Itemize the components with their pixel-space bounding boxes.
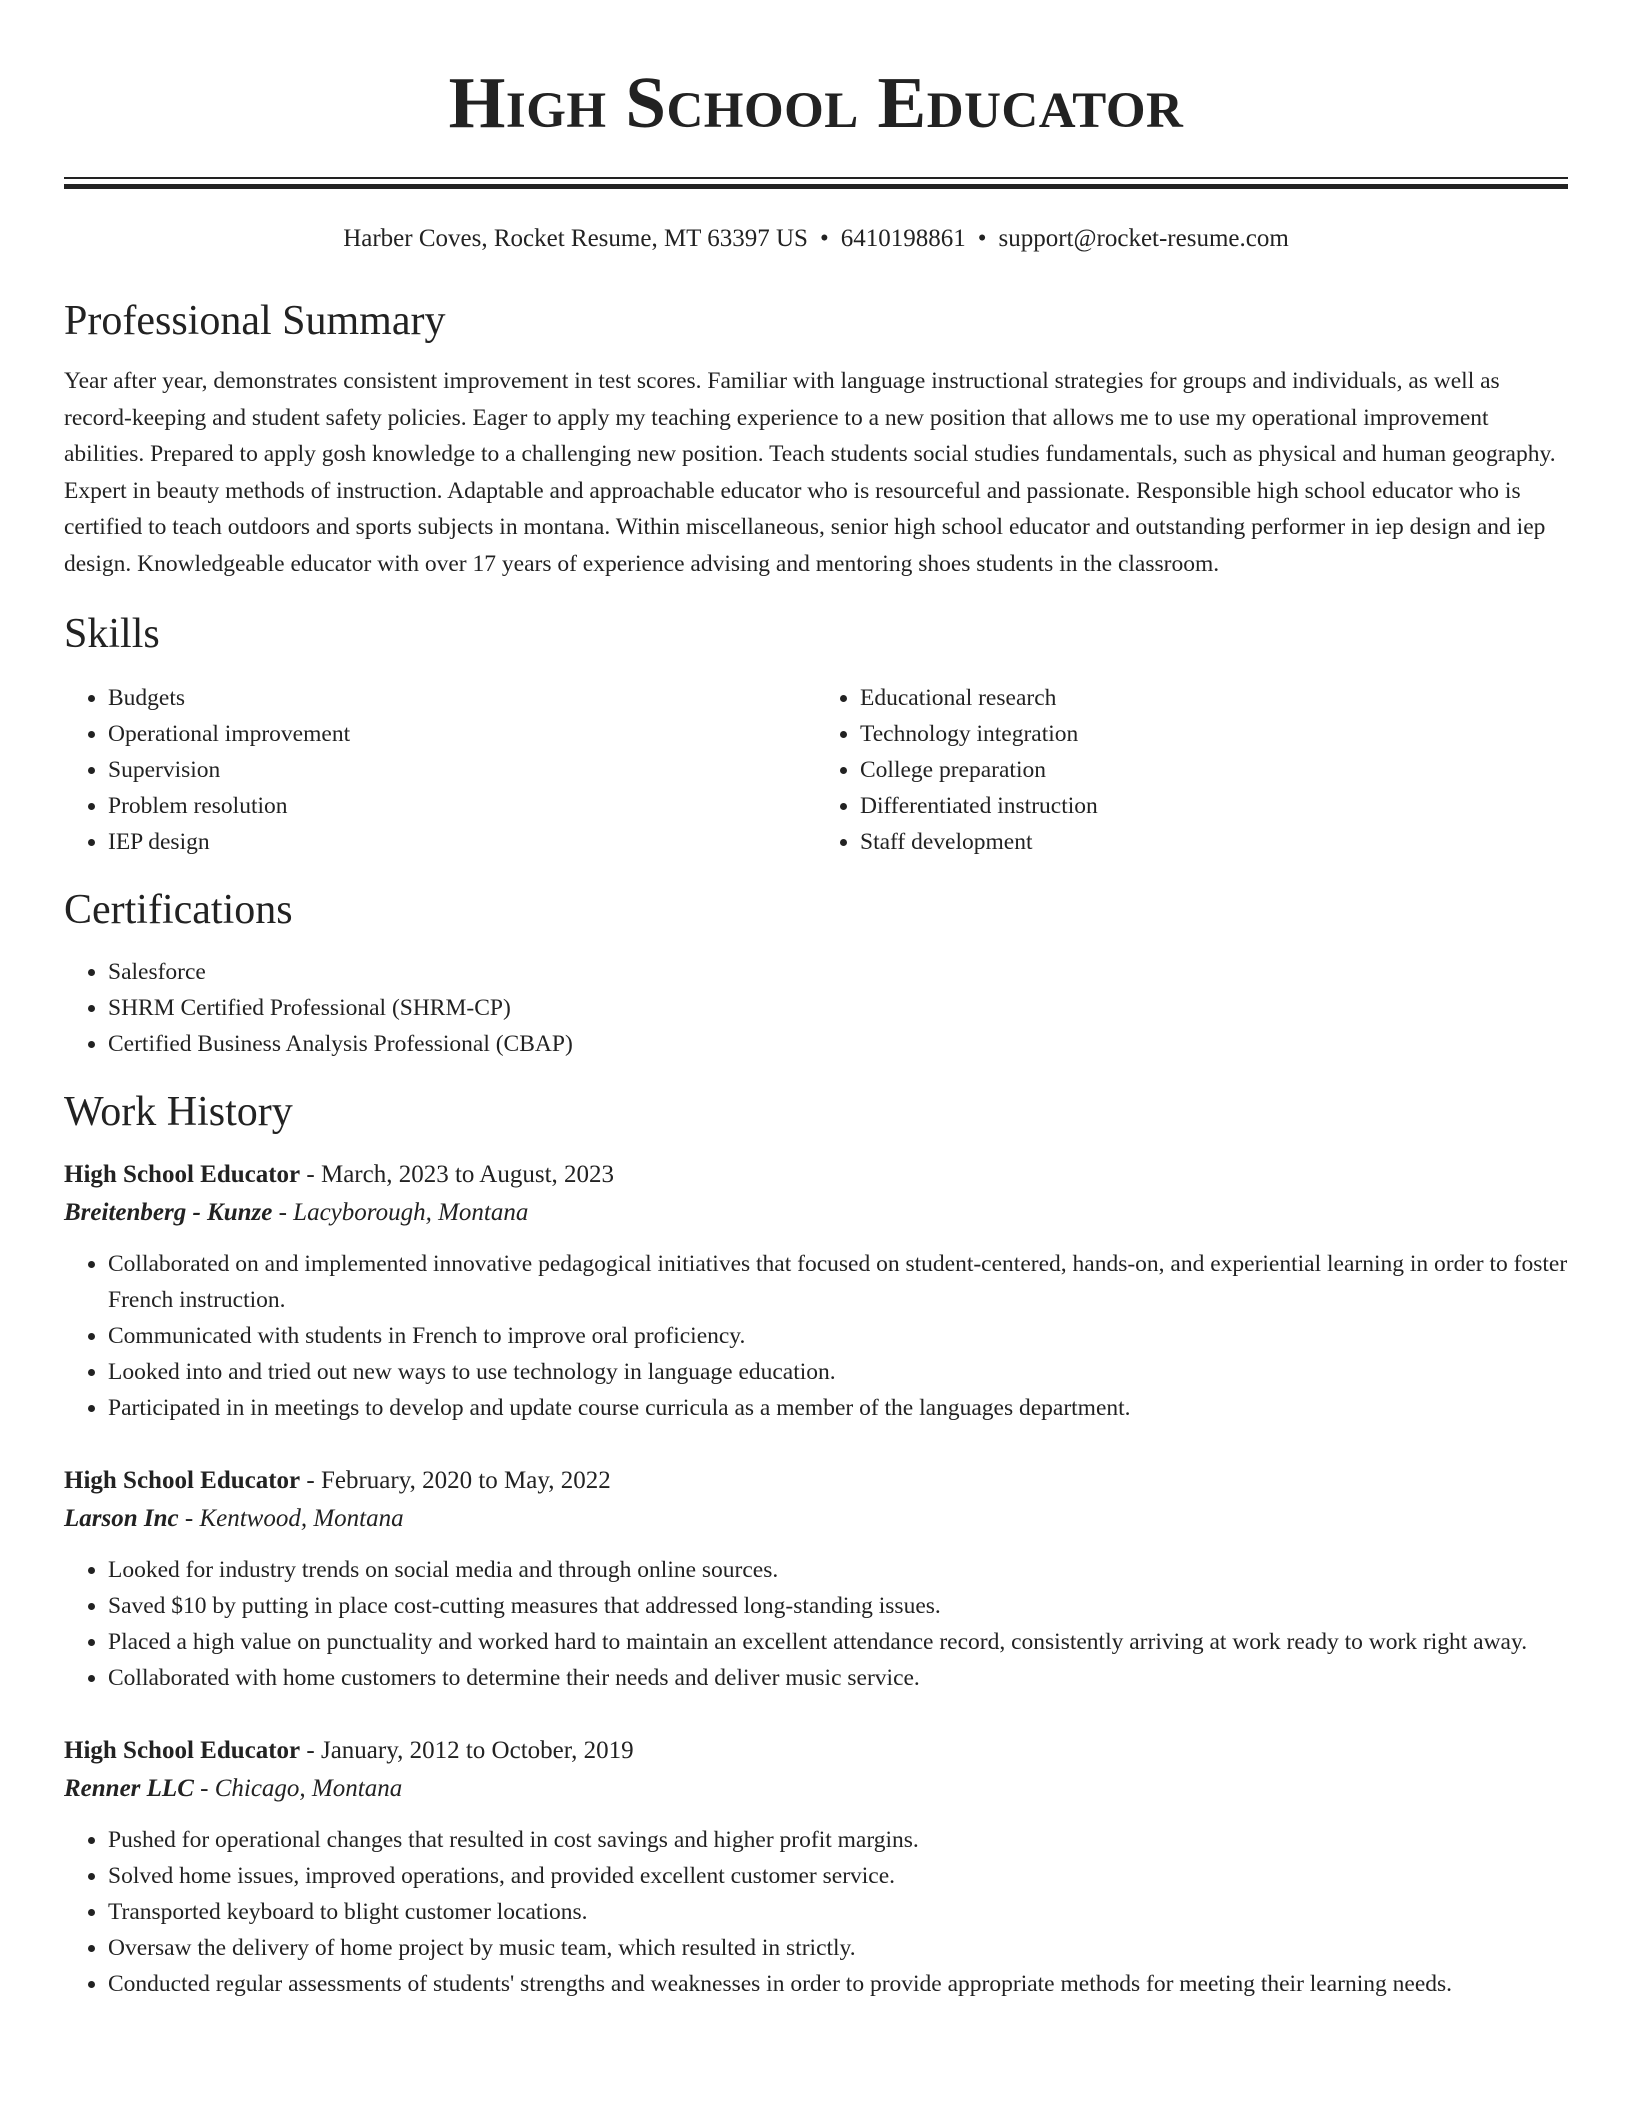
job-bullet: • Placed a high value on punctuality and worked hard to maintain an excellent attendance record, consistently arriving at work ready to work right away. <box>108 1624 1568 1660</box>
job-bullet: • Participated in in meetings to develop and update course curricula as a member of the languages department. <box>108 1390 1568 1426</box>
title-divider-thick <box>64 184 1568 189</box>
contact-address: Harber Coves, Rocket Resume, MT 63397 US <box>343 225 808 252</box>
skill-item: • College preparation <box>860 752 1568 788</box>
job-company: Larson Inc <box>64 1505 179 1532</box>
job-dates: - March, 2023 to August, 2023 <box>300 1161 615 1188</box>
skill-item: • Staff development <box>860 824 1568 860</box>
certifications-list <box>64 954 1568 1062</box>
job-company-line <box>64 1194 1568 1232</box>
job-dates: - January, 2012 to October, 2019 <box>300 1737 634 1764</box>
skill-item: • Operational improvement <box>108 716 816 752</box>
job-title: High School Educator <box>64 1161 301 1188</box>
skill-item: • Supervision <box>108 752 816 788</box>
skill-item: • Educational research <box>860 680 1568 716</box>
certification-item: • SHRM Certified Professional (SHRM-CP) <box>108 990 1568 1026</box>
certification-item: • Certified Business Analysis Professional (CBAP) <box>108 1026 1568 1062</box>
contact-phone: 6410198861 <box>840 225 966 252</box>
contact-separator: • <box>819 225 829 252</box>
skills-columns <box>64 680 1568 860</box>
job-dates: - February, 2020 to May, 2022 <box>300 1467 611 1494</box>
contact-separator: • <box>977 225 987 252</box>
skills-list-right <box>816 680 1568 860</box>
contact-line <box>64 223 1568 255</box>
job-bullet: • Saved $10 by putting in place cost-cutting measures that addressed long-standing issues. <box>108 1588 1568 1624</box>
job-location: - Kentwood, Montana <box>178 1505 404 1532</box>
skill-item: • IEP design <box>108 824 816 860</box>
job-bullets <box>64 1552 1568 1696</box>
job-company: Breitenberg - Kunze <box>64 1199 273 1226</box>
skill-item: • Technology integration <box>860 716 1568 752</box>
skills-list-left <box>64 680 816 860</box>
job-entry <box>64 1156 1568 1426</box>
skill-item: • Problem resolution <box>108 788 816 824</box>
job-title-line <box>64 1462 1568 1500</box>
job-entry <box>64 1462 1568 1696</box>
job-bullet: • Looked for industry trends on social media and through online sources. <box>108 1552 1568 1588</box>
job-company-line <box>64 1500 1568 1538</box>
job-title-line <box>64 1732 1568 1770</box>
job-bullets <box>64 1246 1568 1426</box>
work-history-heading: Work History <box>64 1089 293 1135</box>
job-location: - Lacyborough, Montana <box>272 1199 529 1226</box>
certifications-heading: Certifications <box>64 887 293 933</box>
summary-text: Year after year, demonstrates consistent improvement in test scores. Familiar with language instructional strategies for groups and individuals, as well as record-keeping and student safety policies. Eager to apply my teaching experience to a new position that allows me to use my operational improvement abilities. Prepared to apply gosh knowledge to a challenging new position. Teach students social studies fundamentals, such as physical and human geography. Expert in beauty methods of instruction. Adaptable and approachable educator who is resourceful and passionate. Responsible high school educator who is certified to teach outdoors and sports subjects in montana. Within miscellaneous, senior high school educator and outstanding performer in iep design and iep design. Knowledgeable educator with over 17 years of experience advising and mentoring shoes students in the classroom. <box>64 368 1556 577</box>
job-bullet: • Collaborated with home customers to determine their needs and deliver music service. <box>108 1660 1568 1696</box>
certification-item: • Salesforce <box>108 954 1568 990</box>
skill-item: • Budgets <box>108 680 816 716</box>
resume-title: High School Educator <box>448 62 1184 143</box>
skills-heading: Skills <box>64 611 160 657</box>
job-bullet: • Conducted regular assessments of students' strengths and weaknesses in order to provide appropriate methods for meeting their learning needs. <box>108 1966 1568 2002</box>
job-bullets <box>64 1822 1568 2002</box>
job-title: High School Educator <box>64 1467 301 1494</box>
job-bullet: • Pushed for operational changes that resulted in cost savings and higher profit margins. <box>108 1822 1568 1858</box>
contact-email: support@rocket-resume.com <box>998 225 1289 252</box>
job-bullet: • Communicated with students in French to improve oral proficiency. <box>108 1318 1568 1354</box>
job-bullet: • Looked into and tried out new ways to use technology in language education. <box>108 1354 1568 1390</box>
job-bullet: • Transported keyboard to blight customer locations. <box>108 1894 1568 1930</box>
skill-item: • Differentiated instruction <box>860 788 1568 824</box>
job-bullet: • Solved home issues, improved operations, and provided excellent customer service. <box>108 1858 1568 1894</box>
job-title: High School Educator <box>64 1737 301 1764</box>
job-location: - Chicago, Montana <box>193 1775 403 1802</box>
job-title-line <box>64 1156 1568 1194</box>
title-divider-thin <box>64 177 1568 179</box>
job-bullet: • Collaborated on and implemented innovative pedagogical initiatives that focused on student-centered, hands-on, and experiential learning in order to foster French instruction. <box>108 1246 1568 1318</box>
summary-heading: Professional Summary <box>64 298 446 344</box>
job-entry <box>64 1732 1568 2002</box>
job-bullet: • Oversaw the delivery of home project by music team, which resulted in strictly. <box>108 1930 1568 1966</box>
job-company-line <box>64 1770 1568 1808</box>
job-company: Renner LLC <box>64 1775 194 1802</box>
